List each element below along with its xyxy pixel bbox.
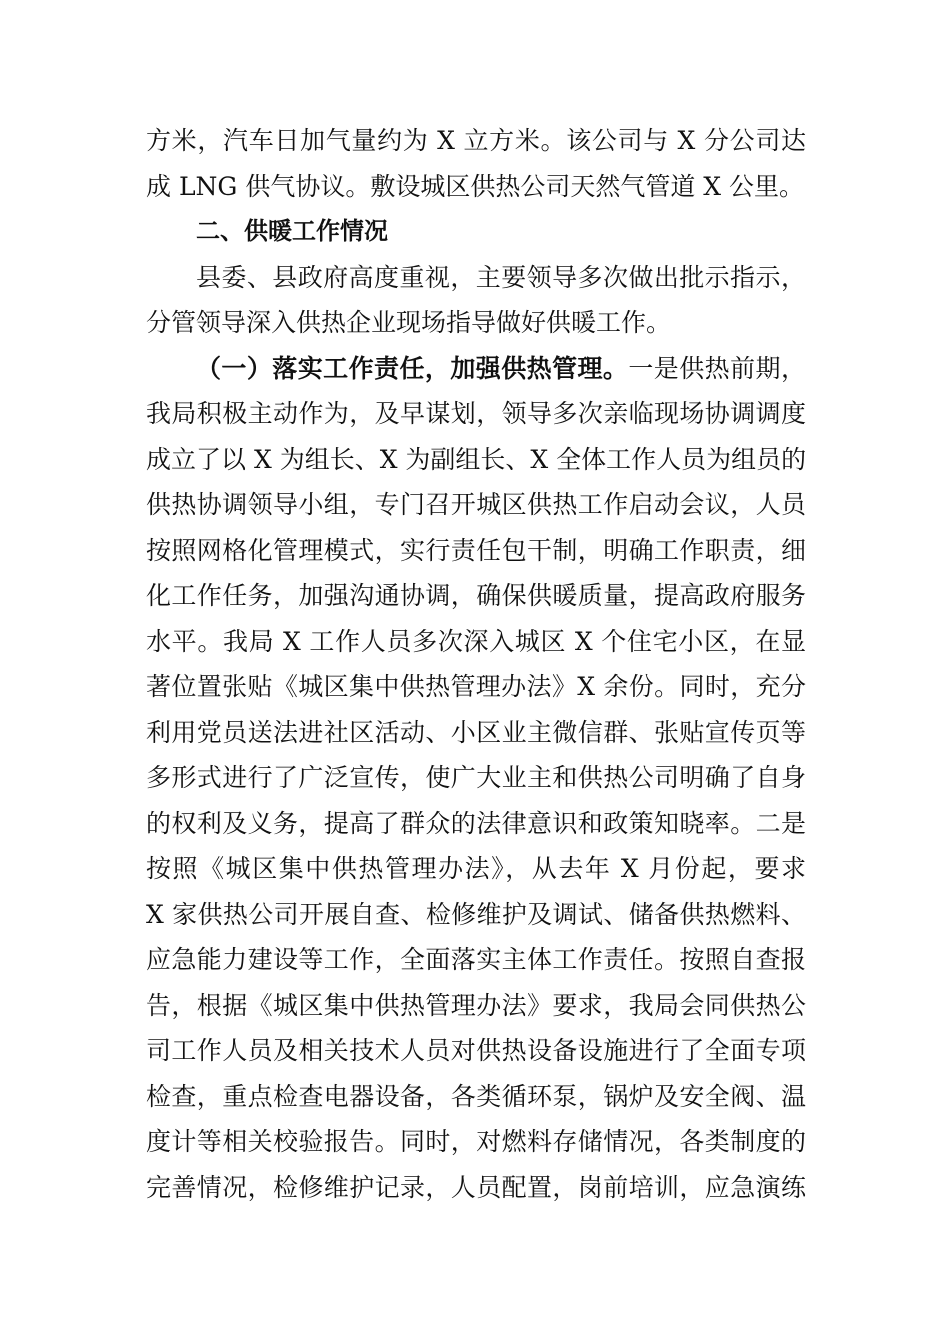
subsection-first-line-rest: 一是供热前期， bbox=[628, 353, 806, 383]
intro-line: 分管领导深入供热企业现场指导做好供暖工作。 bbox=[146, 308, 672, 337]
section-heading: 二、供暖工作情况 bbox=[196, 217, 388, 245]
paragraph-line: 成立了以 X 为组长、X 为副组长、X 全体工作人员为组员的 bbox=[146, 444, 807, 474]
subsection-first-line bbox=[146, 346, 806, 392]
paragraph-line: 供热协调领导小组，专门召开城区供热工作启动会议，人员 bbox=[146, 490, 806, 519]
paragraph-line: 告，根据《城区集中供热管理办法》要求，我局会同供热公 bbox=[146, 990, 806, 1020]
paragraph-line: X 家供热公司开展自查、检修维护及调试、储备供热燃料、 bbox=[146, 899, 806, 929]
paragraph-line: 利用党员送法进社区活动、小区业主微信群、张贴宣传页等 bbox=[146, 717, 806, 747]
subsection-title: （一）落实工作责任，加强供热管理。 bbox=[196, 353, 629, 383]
paragraph-line: 度计等相关校验报告。同时，对燃料存储情况，各类制度的 bbox=[146, 1127, 806, 1156]
paragraph-line: 化工作任务，加强沟通协调，确保供暖质量，提高政府服务 bbox=[146, 581, 806, 610]
paragraph-line: 按照《城区集中供热管理办法》，从去年 X 月份起，要求 bbox=[146, 854, 806, 883]
paragraph-line: 水平。我局 X 工作人员多次深入城区 X 个住宅小区，在显 bbox=[146, 626, 806, 656]
body-line: 方米，汽车日加气量约为 X 立方米。该公司与 X 分公司达 bbox=[146, 126, 806, 155]
intro-line: 县委、县政府高度重视，主要领导多次做出批示指示， bbox=[196, 262, 806, 292]
paragraph-line: 检查，重点检查电器设备，各类循环泵，锅炉及安全阀、温 bbox=[146, 1081, 806, 1111]
paragraph-line: 我局积极主动作为，及早谋划，领导多次亲临现场协调调度 bbox=[146, 399, 806, 428]
paragraph-line: 多形式进行了广泛宣传，使广大业主和供热公司明确了自身 bbox=[146, 763, 806, 792]
paragraph-line: 的权利及义务，提高了群众的法律意识和政策知晓率。二是 bbox=[146, 808, 806, 838]
paragraph-line: 按照网格化管理模式，实行责任包干制，明确工作职责，细 bbox=[146, 535, 806, 565]
paragraph-line: 著位置张贴《城区集中供热管理办法》X 余份。同时，充分 bbox=[146, 672, 806, 701]
paragraph-line: 应急能力建设等工作，全面落实主体工作责任。按照自查报 bbox=[146, 945, 806, 974]
paragraph-line: 司工作人员及相关技术人员对供热设备设施进行了全面专项 bbox=[146, 1036, 806, 1065]
document-body bbox=[146, 118, 806, 1210]
body-line: 成 LNG 供气协议。敷设城区供热公司天然气管道 X 公里。 bbox=[146, 171, 805, 201]
paragraph-line: 完善情况，检修维护记录，人员配置，岗前培训，应急演练 bbox=[146, 1172, 806, 1202]
